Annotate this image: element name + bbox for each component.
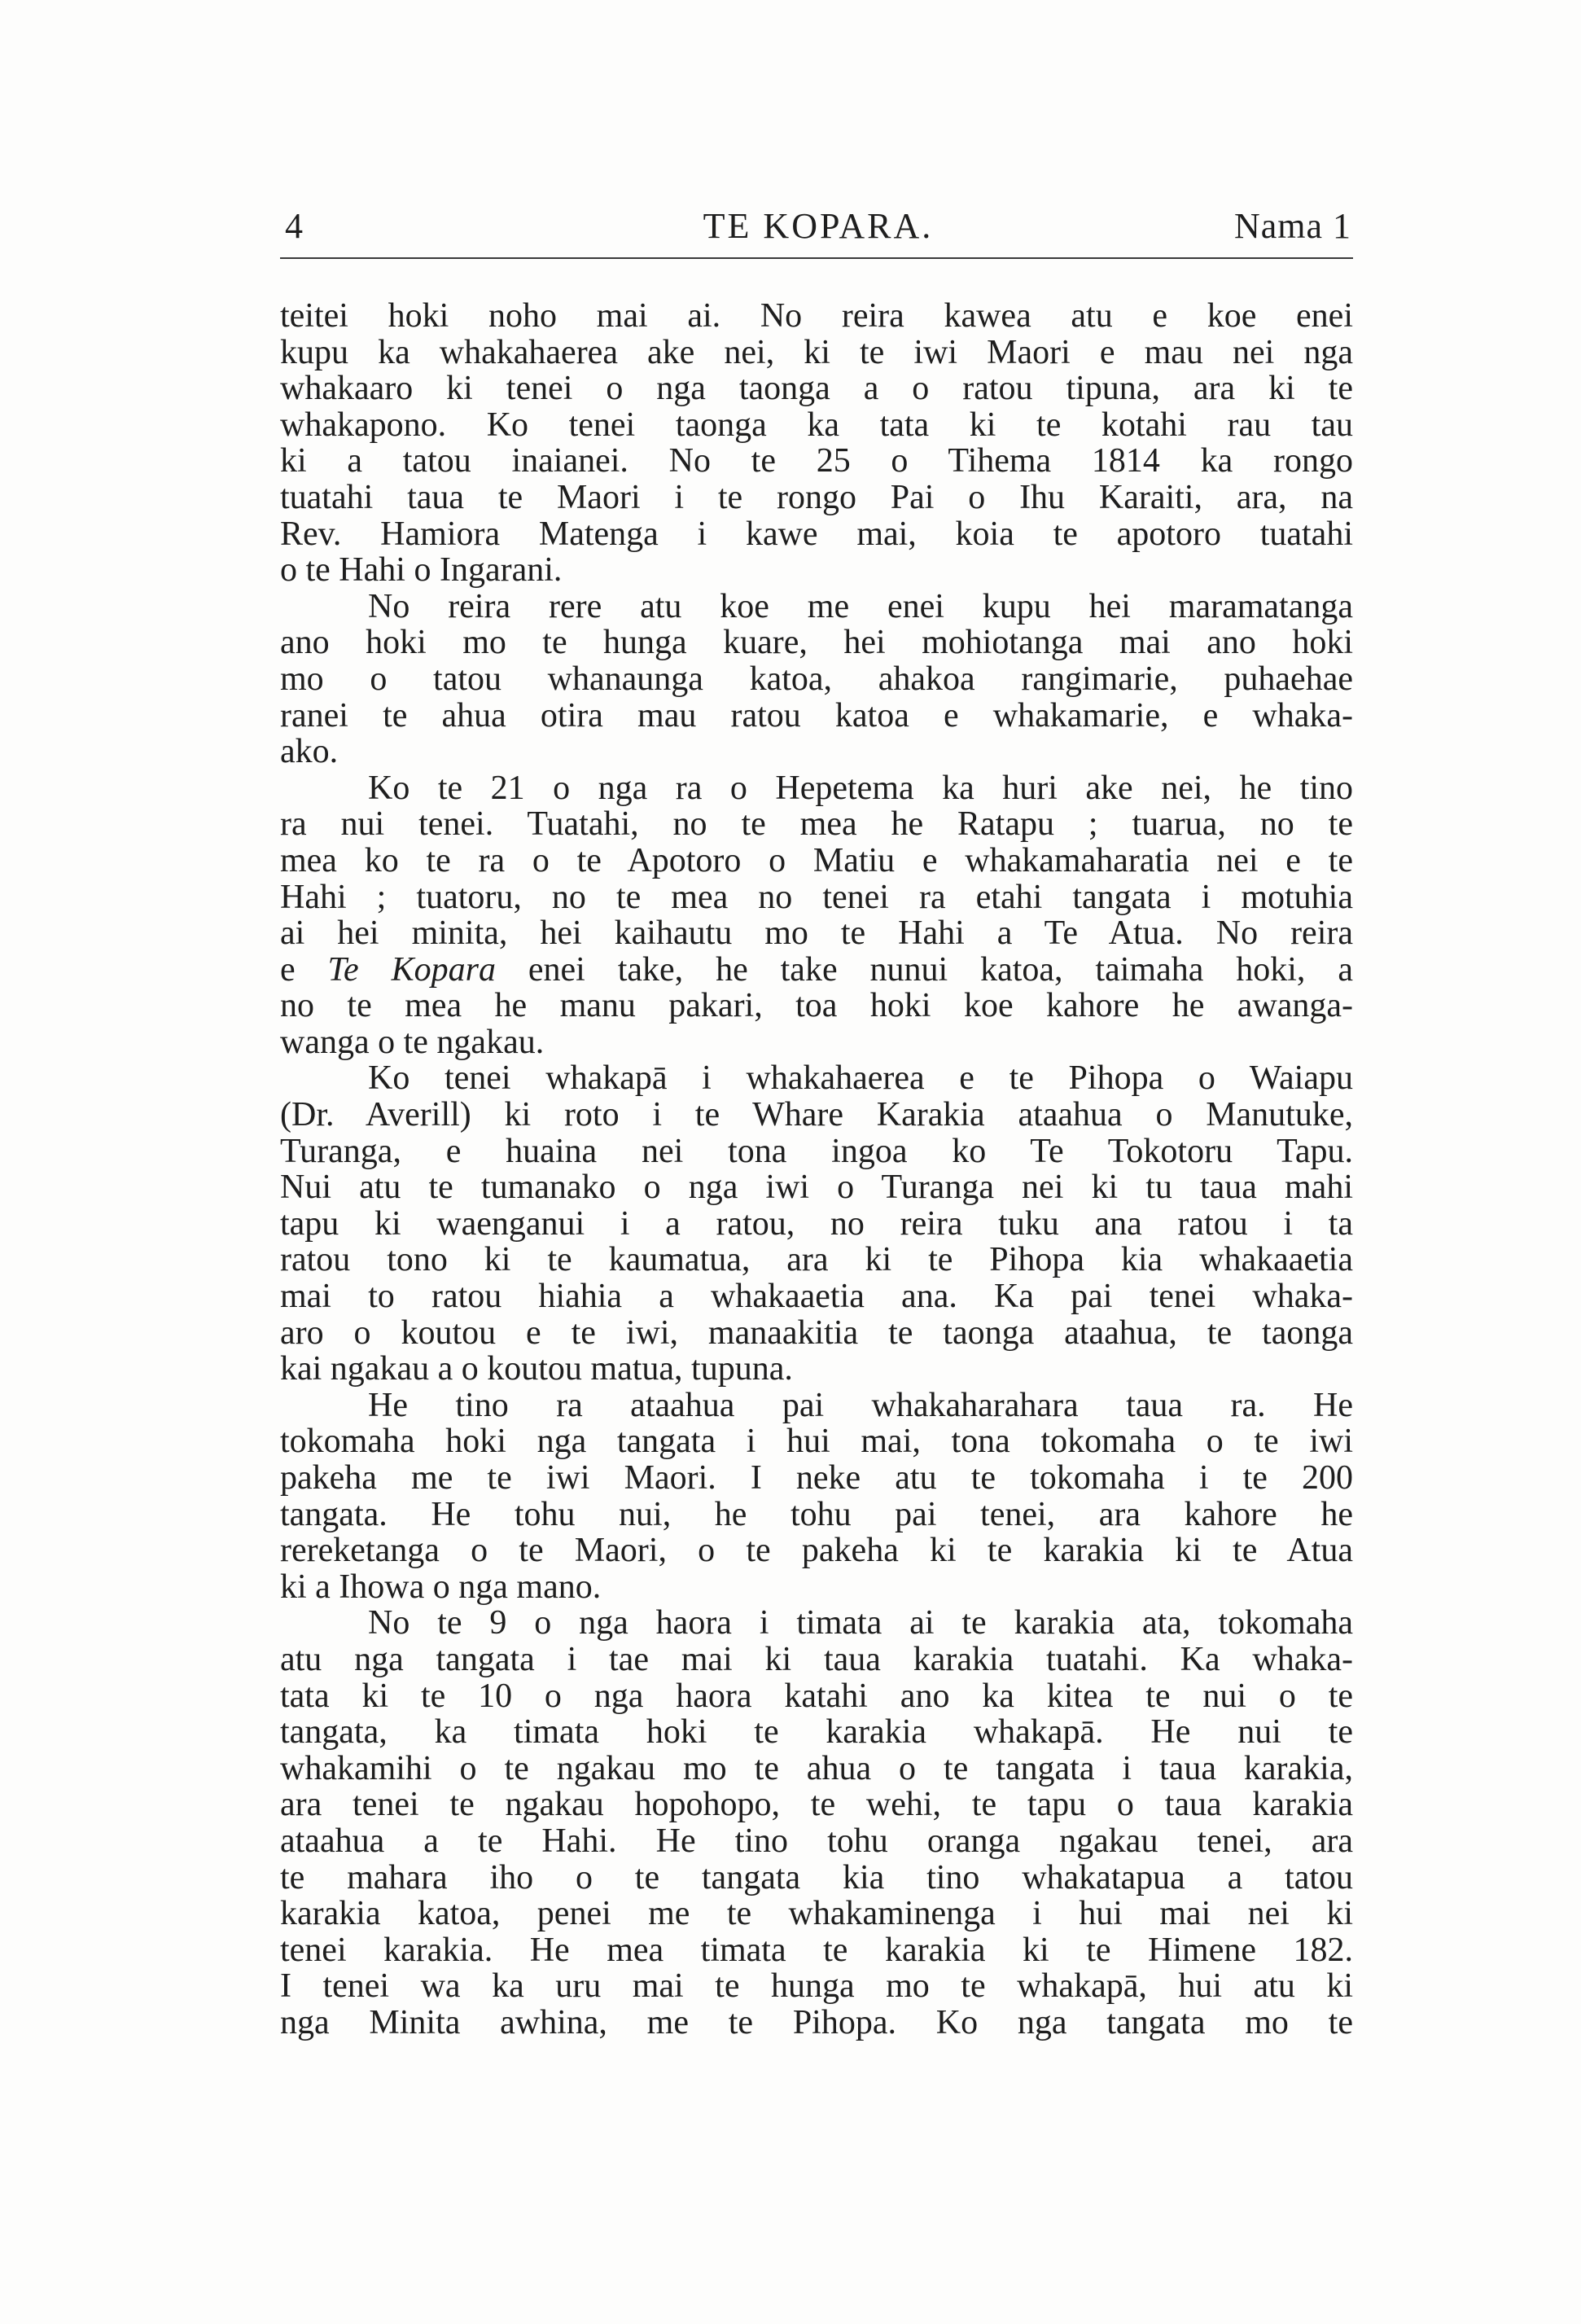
text-line: Turanga, e huaina nei tona ingoa ko Te Tokotoru Tapu.	[280, 1132, 1353, 1170]
text-line: ki a Ihowa o nga mano.	[280, 1568, 602, 1606]
text-line: whakaaro ki tenei o nga taonga a o ratou tipuna, ara ki te	[280, 370, 1353, 408]
text-line: Rev. Hamiora Matenga i kawe mai, koia te apotoro tuatahi	[280, 515, 1353, 553]
text-line: karakia katoa, penei me te whakaminenga i hui mai nei ki	[280, 1895, 1353, 1933]
text-line: kai ngakau a o koutou matua, tupuna.	[280, 1350, 793, 1388]
text-line: ataahua a te Hahi. He tino tohu oranga ngakau tenei, ara	[280, 1822, 1353, 1860]
text-line: nga Minita awhina, me te Pihopa. Ko nga tangata mo te	[280, 2003, 1353, 2041]
text-line: tata ki te 10 o nga haora katahi ano ka kitea te nui o te	[280, 1677, 1353, 1715]
text-line: ranei te ahua otira mau ratou katoa e whakamarie, e whaka-	[280, 696, 1353, 734]
text-line: mo o tatou whanaunga katoa, ahakoa rangimarie, puhaehae	[280, 660, 1353, 698]
paragraph	[280, 1060, 1353, 1387]
text-line: (Dr. Averill) ki roto i te Whare Karakia ataahua o Manutuke,	[280, 1096, 1353, 1134]
text-run: e	[280, 950, 328, 989]
paragraph	[280, 1388, 1353, 1606]
text-line: ratou tono ki te kaumatua, ara ki te Pihopa kia whakaaetia	[280, 1241, 1353, 1279]
text-line	[280, 952, 1353, 989]
text-line: ra nui tenei. Tuatahi, no te mea he Ratapu ; tuarua, no te	[280, 805, 1353, 844]
issue-label: Nama 1	[1233, 206, 1351, 246]
text-run: enei take, he take nunui katoa, taimaha hoki, a	[495, 950, 1353, 989]
text-line: te mahara iho o te tangata kia tino whakatapua a tatou	[280, 1858, 1353, 1896]
text-line: tangata, ka timata hoki te karakia whakapā. He nui te	[280, 1713, 1353, 1752]
text-line: aro o koutou e te iwi, manaakitia te taonga ataahua, te taonga	[280, 1313, 1353, 1352]
body-text	[280, 298, 1353, 2041]
text-line: Ko tenei whakapā i whakahaerea e te Pihopa o Waiapu	[368, 1059, 1353, 1098]
text-line: Ko te 21 o nga ra o Hepetema ka huri ake nei, he tino	[368, 769, 1353, 807]
paragraph	[280, 589, 1353, 770]
text-line: tokomaha hoki nga tangata i hui mai, tona tokomaha o te iwi	[280, 1423, 1353, 1461]
text-line: no te mea he manu pakari, toa hoki koe kahore he awanga-	[280, 987, 1353, 1025]
page-number: 4	[285, 206, 303, 246]
text-line: No reira rere atu koe me enei kupu hei maramatanga	[368, 587, 1353, 625]
paragraph	[280, 298, 1353, 589]
text-line: teitei hoki noho mai ai. No reira kawea atu e koe enei	[280, 297, 1353, 335]
text-line: ako.	[280, 733, 339, 771]
text-line: mai to ratou hiahia a whakaaetia ana. Ka pai tenei whaka-	[280, 1278, 1353, 1316]
text-line: wanga o te ngakau.	[280, 1023, 545, 1061]
text-line: I tenei wa ka uru mai te hunga mo te whakapā, hui atu ki	[280, 1967, 1353, 2006]
text-line: ki a tatou inaianei. No te 25 o Tihema 1814 ka rongo	[280, 442, 1353, 480]
paragraph	[280, 1605, 1353, 2041]
text-line: He tino ra ataahua pai whakaharahara taua ra. He	[368, 1386, 1353, 1424]
text-line: pakeha me te iwi Maori. I neke atu te tokomaha i te 200	[280, 1459, 1353, 1497]
text-line: tuatahi taua te Maori i te rongo Pai o Ihu Karaiti, ara, na	[280, 478, 1353, 516]
paragraph	[280, 770, 1353, 1061]
text-line: whakamihi o te ngakau mo te ahua o te tangata i taua karakia,	[280, 1749, 1353, 1787]
text-line: Hahi ; tuatoru, no te mea no tenei ra etahi tangata i motuhia	[280, 878, 1353, 916]
text-line: atu nga tangata i tae mai ki taua karakia tuatahi. Ka whaka-	[280, 1640, 1353, 1678]
italic-title: Te Kopara	[327, 950, 496, 989]
running-head	[285, 202, 1351, 251]
text-line: ano hoki mo te hunga kuare, hei mohiotanga mai ano hoki	[280, 624, 1353, 662]
text-line: tangata. He tohu nui, he tohu pai tenei, ara kahore he	[280, 1495, 1353, 1533]
text-line: tenei karakia. He mea timata te karakia ki te Himene 182.	[280, 1931, 1353, 1969]
text-line: kupu ka whakahaerea ake nei, ki te iwi Maori e mau nei nga	[280, 333, 1353, 371]
text-line: tapu ki waenganui i a ratou, no reira tuku ana ratou i ta	[280, 1204, 1353, 1243]
header-rule	[280, 257, 1353, 259]
text-line: ara tenei te ngakau hopohopo, te wehi, te tapu o taua karakia	[280, 1786, 1353, 1824]
text-line: Nui atu te tumanako o nga iwi o Turanga nei ki tu taua mahi	[280, 1169, 1353, 1207]
text-line: rereketanga o te Maori, o te pakeha ki te karakia ki te Atua	[280, 1532, 1353, 1570]
text-line: whakapono. Ko tenei taonga ka tata ki te kotahi rau tau	[280, 406, 1353, 444]
text-line: mea ko te ra o te Apotoro o Matiu e whakamaharatia nei e te	[280, 841, 1353, 879]
running-title: TE KOPARA.	[703, 206, 934, 246]
text-line: No te 9 o nga haora i timata ai te karakia ata, tokomaha	[368, 1604, 1353, 1642]
text-line: o te Hahi o Ingarani.	[280, 551, 563, 590]
text-line: ai hei minita, hei kaihautu mo te Hahi a Te Atua. No reira	[280, 914, 1353, 953]
